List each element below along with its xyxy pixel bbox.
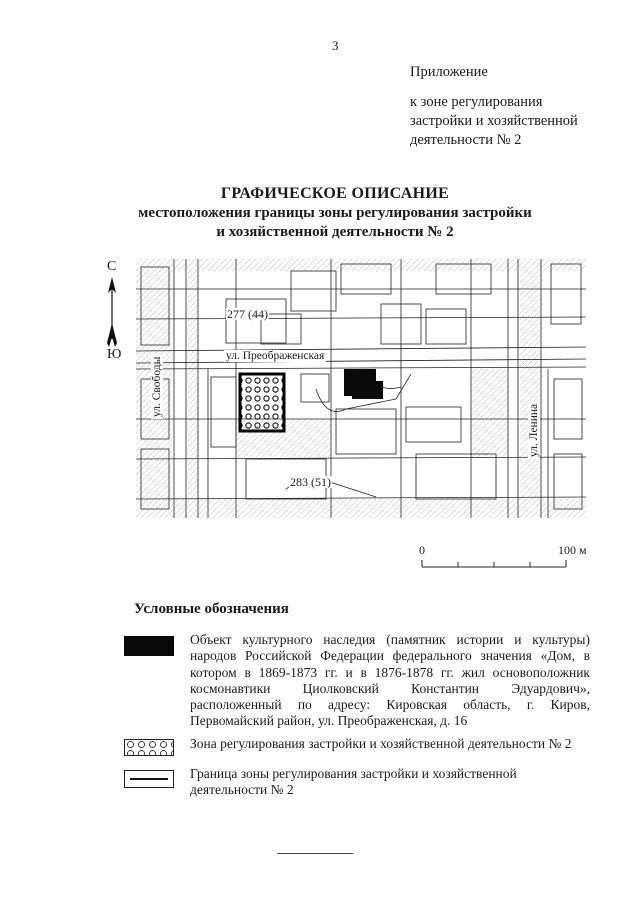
scale-end: 100 м (558, 543, 587, 557)
site-map (136, 259, 586, 518)
compass (104, 259, 128, 367)
scale-ruler-icon (414, 543, 574, 573)
annex-reference (410, 93, 578, 150)
page-number: 3 (332, 38, 339, 53)
north-label: С (107, 259, 117, 274)
legend-title: Условные обозначения (134, 601, 289, 617)
parcel-label: 283 (51) (290, 475, 331, 489)
annex-line: к зоне регулирования (410, 94, 543, 110)
heritage-object-shape (344, 369, 383, 399)
south-label: Ю (107, 347, 122, 362)
scale-start: 0 (419, 543, 425, 557)
zone-border-symbol-icon (124, 770, 174, 788)
map-drawing (136, 259, 586, 518)
legend-text: Зона регулирования застройки и хозяйственной деятельности № 2 (190, 736, 572, 751)
annex-header (410, 63, 578, 150)
annex-line: застройки и хозяйственной (410, 113, 578, 129)
street-label-preobrazhenskaya: ул. Преображенская (226, 350, 325, 362)
street-label-svobody: ул. Свободы (151, 356, 163, 417)
legend-text: Объект культурного наследия (памятник истории и культуры) народов Российской Федерации федерального значения «Дом, в котором в 1869-1873 гг. и в 1876-1878 гг. жил основоположник космонавтики Циолковский Константин Эдуардович», расположенный по адресу: Кировская область, г. Киров, Первомайский район, ул. Преображенская, д. 16 (190, 632, 590, 729)
legend-text: Граница зоны регулирования застройки и хозяйственной деятельности № 2 (190, 766, 517, 798)
title-subtitle-1: местоположения границы зоны регулирования застройки (138, 205, 532, 221)
title-main: ГРАФИЧЕСКОЕ ОПИСАНИЕ (220, 185, 450, 202)
annex-line: деятельности № 2 (410, 132, 522, 148)
annex-label: Приложение (410, 64, 488, 80)
footer-divider (277, 853, 353, 854)
street-label-lenina: ул. Ленина (528, 403, 540, 457)
parcel-label: 277 (44) (227, 307, 268, 321)
document-title (100, 184, 570, 242)
heritage-object-symbol-icon (124, 636, 174, 656)
zone-fill-symbol-icon (124, 739, 174, 756)
zone-2-area (240, 374, 284, 431)
title-subtitle-2: и хозяйственной деятельности № 2 (216, 224, 454, 240)
scale-bar (414, 543, 587, 573)
